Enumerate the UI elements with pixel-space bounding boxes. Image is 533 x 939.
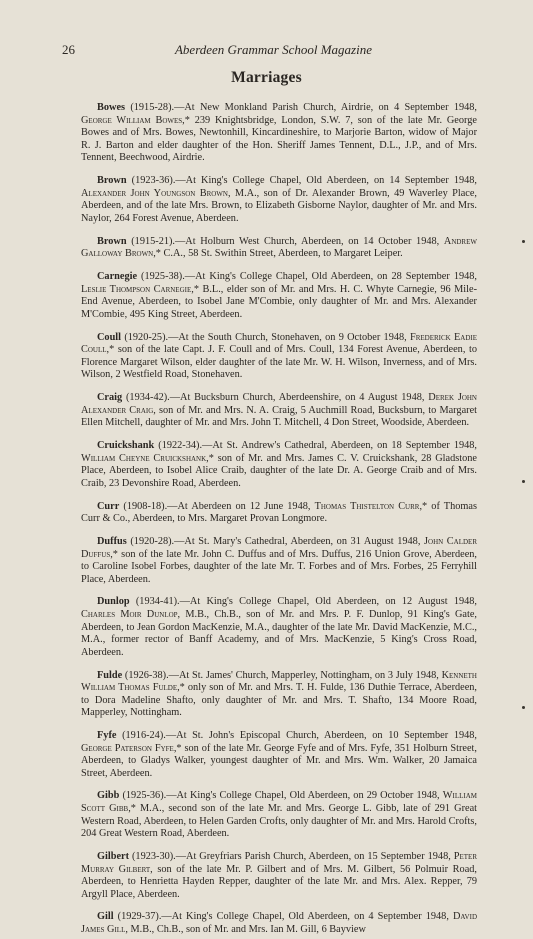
entry-surname: Cruickshank [97,440,155,452]
entry-years: (1925-36).—At King's College Chapel, Old Aberdeen, on 29 October 1948, [119,790,443,802]
entry-groom: Kenneth William Thomas Fulde,* [81,669,477,694]
marriage-entry [81,440,477,490]
entry-years: (1915-21).—At Holburn West Church, Aberdeen, on 14 October 1948, [126,235,444,247]
marriage-entry [81,596,477,659]
entry-surname: Bowes [97,102,126,114]
entry-details: B.L., elder son of Mr. and Mrs. H. C. Whyte Carnegie, 96 Mile-End Avenue, Aberdeen, to Isobel Jane M'Combie, only daughter of Mr. and Mrs. Alexander M'Combie, 495 King Street, Aberdeen. [81,283,477,320]
running-head: Aberdeen Grammar School Magazine [174,42,372,57]
entry-groom: George Paterson Fyfe,* [81,742,182,754]
entry-groom: William Scott Gibb,* [81,790,477,815]
entry-years: (1926-38).—At St. James' Church, Mapperley, Nottingham, on 3 July 1948, [122,669,442,681]
entry-details: M.B., Ch.B., son of Mr. and Mrs. P. F. Dunlop, 91 King's Gate, Aberdeen, to Jean Gordon MacKenzie, M.A., daughter of the late Mr. David MacKenzie, M.C., M.A., former rector of Banff Academy, and of Mrs. MacKenzie, 5 King's Cross Road, Aberdeen. [81,609,477,658]
marriage-entry [81,501,477,526]
binding-hole-mark [522,480,525,483]
entry-surname: Gilbert [97,850,130,862]
entry-surname: Gibb [97,790,120,802]
entry-surname: Duffus [97,535,127,547]
marriage-entry [81,670,477,720]
entry-details: M.B., Ch.B., son of Mr. and Mrs. Ian M. Gill, 6 Bayview [127,923,366,935]
entry-years: (1916-24).—At St. John's Episcopal Church, Aberdeen, on 10 September 1948, [116,729,477,741]
entry-groom: John Calder Duffus,* [81,535,477,560]
marriage-entry [81,790,477,840]
marriage-entry [81,392,477,430]
binding-hole-mark [522,706,525,709]
marriage-entry [81,536,477,586]
entry-details: M.A., son of Dr. Alexander Brown, 49 Waverley Place, Aberdeen, and of the late Mrs. Brown, to Elizabeth Gisborne Naylor, daughter of Mr. and Mrs. Naylor, 264 Forest Avenue, Aberdeen. [81,187,478,224]
page-header [62,42,471,62]
entry-surname: Coull [97,331,122,343]
entry-groom: Alexander John Youngson Brown, [81,187,231,199]
marriage-list [81,92,477,939]
marriage-entry [81,271,477,321]
entry-years: (1920-28).—At St. Mary's Cathedral, Aberdeen, on 31 August 1948, [126,535,425,547]
binding-hole-mark [522,240,525,243]
entry-groom: Andrew Galloway Brown,* [81,235,477,260]
entry-groom: George William Bowes,* [81,114,190,126]
marriage-entry [81,236,477,261]
entry-groom: Leslie Thompson Carnegie,* [81,283,199,295]
entry-groom: Charles Moir Dunlop, [81,609,181,621]
entry-surname: Dunlop [97,596,130,608]
entry-surname: Curr [97,500,120,512]
entry-years: (1929-37).—At King's College Chapel, Old Aberdeen, on 4 September 1948, [113,911,453,923]
entry-years: (1934-42).—At Bucksburn Church, Aberdeenshire, on 4 August 1948, [122,392,429,404]
entry-groom: Peter Murray Gilbert, [81,850,477,875]
marriage-entry [81,175,477,225]
entry-surname: Carnegie [97,271,138,283]
marriage-entry [81,911,477,936]
entry-years: (1915-28).—At New Monkland Parish Church, Airdrie, on 4 September 1948, [125,102,477,114]
entry-surname: Fyfe [97,729,117,741]
marriage-entry [81,102,477,165]
entry-groom: William Cheyne Cruickshank,* [81,452,214,464]
entry-years: (1923-36).—At King's College Chapel, Old Aberdeen, on 14 September 1948, [126,175,477,187]
entry-details: M.A., second son of the late Mr. and Mrs. George L. Gibb, late of 291 Great Western Road, Aberdeen, to Helen Garden Crofts, only daughter of Mr. and Mrs. Harold Crofts, 204 Great Western Road, Aberdeen. [81,803,477,840]
entry-years: (1922-34).—At St. Andrew's Cathedral, Aberdeen, on 18 September 1948, [154,440,477,452]
entry-details: C.A., 58 St. Swithin Street, Aberdeen, to Margaret Leiper. [160,248,403,260]
entry-details: of Thomas Curr & Co., Aberdeen, to Mrs. Margaret Provan Longmore. [81,500,477,525]
marriage-entry [81,851,477,901]
entry-details: son of the late Mr. P. Gilbert and of Mrs. M. Gilbert, 56 Polmuir Road, Aberdeen, to Henrietta Hayden Repper, daughter of the late Mr. and Mrs. Alex. Repper, 79 Argyll Place, Aberdeen. [81,863,477,900]
entry-surname: Fulde [97,669,123,681]
section-title: Marriages [231,69,302,86]
marriage-entry [81,730,477,780]
entry-surname: Gill [97,911,114,923]
entry-surname: Craig [97,392,123,404]
entry-details: son of the late Mr. George Fyfe and of Mrs. Fyfe, 351 Holburn Street, Aberdeen, to Gladys Walker, youngest daughter of Mr. and Mrs. Wm. Walker, 20 Jamaica Street, Aberdeen. [81,742,477,779]
entry-groom: Frederick Eadie Coull,* [81,331,478,356]
entry-details: son of Mr. and Mrs. James C. V. Cruickshank, 28 Gladstone Place, Aberdeen, to Isobel Alice Craib, daughter of the late Dr. A. George Craib and of Mrs. Craib, 23 Devonshire Road, Aberdeen. [81,452,477,489]
entry-details: son of the late Mr. John C. Duffus and of Mrs. Duffus, 216 Union Grove, Aberdeen, to Caroline Isobel Forbes, daughter of the late Mr. T. Forbes and of Mrs. Forbes, 25 Ferryhill Place, Aberdeen. [81,548,477,585]
entry-surname: Brown [97,175,127,187]
entry-years: (1908-18).—At Aberdeen on 12 June 1948, [119,500,315,512]
entry-groom: Derek John Alexander Craig, [81,392,477,416]
entry-years: (1925-38).—At King's College Chapel, Old Aberdeen, on 28 September 1948, [137,271,477,283]
entry-years: (1934-41).—At King's College Chapel, Old Aberdeen, on 12 August 1948, [129,596,477,608]
entry-groom: Thomas Thistelton Curr,* [314,500,428,512]
entry-details: son of the late Capt. J. F. Coull and of Mrs. Coull, 134 Forest Avenue, Aberdeen, to Florence Margaret Wilson, elder daughter of the late Mr. W. H. Wilson, Inverness, and of Mrs. Wilson, 2 Westfield Road, Stonehaven. [81,344,477,381]
page-number: 26 [62,42,75,57]
marriage-entry [81,332,477,382]
entry-years: (1923-30).—At Greyfriars Parish Church, Aberdeen, on 15 September 1948, [129,850,454,862]
entry-groom: David James Gill, [81,911,477,935]
entry-details: 239 Knightsbridge, London, S.W. 7, son of the late Mr. George Bowes and of Mrs. Bowes, Newtonhill, Kincardineshire, to Marjorie Barton, widow of Major R. J. Barton and elder daughter of the Hon. Sheriff James Tennent, D.L., J.P., and of Mrs. Tennent, Beechwood, Airdrie. [81,114,477,164]
entry-surname: Brown [97,235,127,247]
entry-years: (1920-25).—At the South Church, Stonehaven, on 9 October 1948, [121,331,410,343]
entry-details: son of Mr. and Mrs. N. A. Craig, 5 Auchmill Road, Bucksburn, to Margaret Ellen Mitchell, daughter of Mr. and Mrs. John T. Mitchell, 4 Don Street, Woodside, Aberdeen. [81,404,478,429]
entry-details: only son of Mr. and Mrs. T. H. Fulde, 136 Duthie Terrace, Aberdeen, to Dora Madeline Shafto, only daughter of Mr. and Mrs. T. Shafto, 134 Moore Road, Mapperley, Nottingham. [81,682,478,719]
